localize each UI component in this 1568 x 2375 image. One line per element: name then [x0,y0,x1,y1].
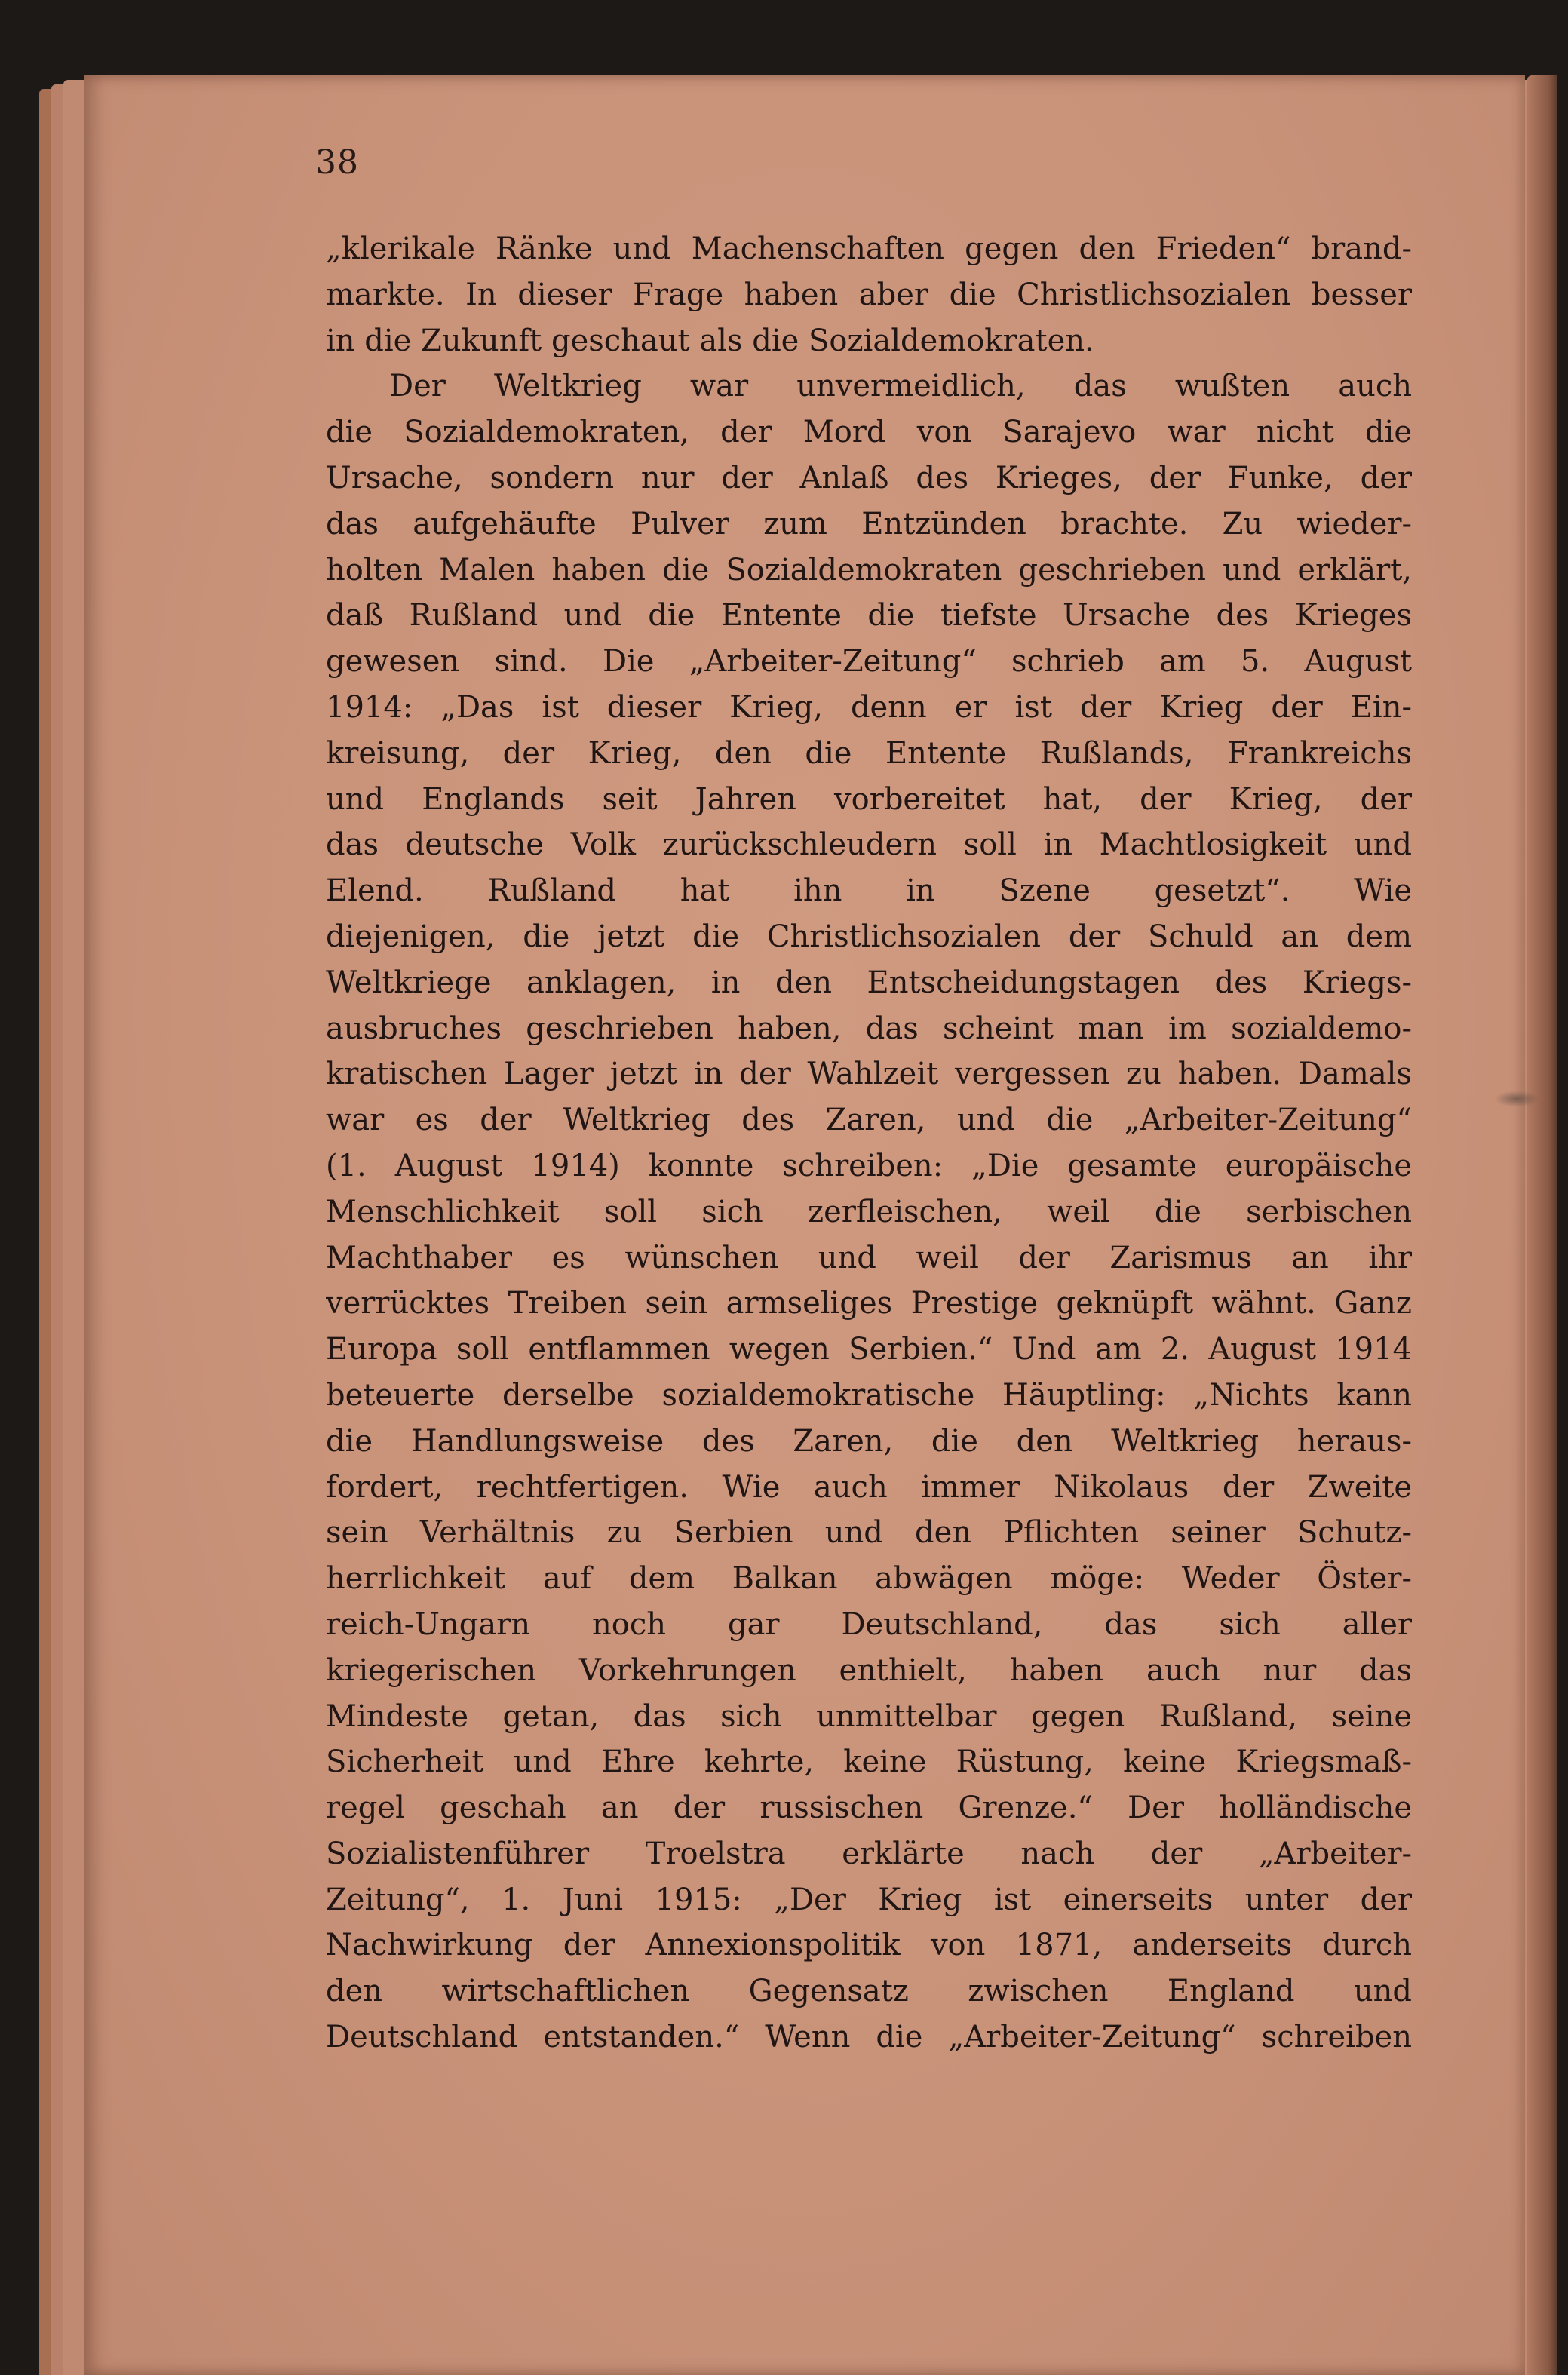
text-line: „klerikale Ränke und Machenschaften gegen den Frieden“ brand- [326,232,1412,266]
text-line: kreisung, der Krieg, den die Entente Rußlands, Frankreichs [326,735,1412,771]
text-line: Sozialistenführer Troelstra erklärte nach der „Arbeiter- [326,1836,1412,1871]
text-line: markte. In dieser Frage haben aber die Christlichsozialen besser [326,277,1412,312]
text-line: kriegerischen Vorkehrungen enthielt, haben auch nur das [326,1652,1412,1688]
text-line: 1914: „Das ist dieser Krieg, denn er ist der Krieg der Ein- [326,689,1412,725]
text-line: holten Malen haben die Sozialdemokraten geschrieben und erklärt, [326,552,1412,588]
text-line: Deutschland entstanden.“ Wenn die „Arbeiter-Zeitung“ schreiben [326,2020,1412,2055]
text-line: gewesen sind. Die „Arbeiter-Zeitung“ schrieb am 5. August [326,644,1412,680]
text-line: das aufgehäufte Pulver zum Entzünden brachte. Zu wieder- [326,506,1412,542]
page-number: 38 [315,143,359,182]
book-edge-right [1527,75,1557,2375]
text-line: Mindeste getan, das sich unmittelbar gegen Rußland, seine [326,1698,1412,1734]
text-line: Der Weltkrieg war unvermeidlich, das wußten auch [389,369,1412,404]
body-text [326,226,1412,2060]
text-line: ausbruches geschrieben haben, das scheint man im sozialdemo- [326,1011,1412,1046]
text-line: (1. August 1914) konnte schreiben: „Die gesamte europäische [326,1148,1412,1183]
text-line: und Englands seit Jahren vorbereitet hat, der Krieg, der [326,781,1412,817]
text-line: die Sozialdemokraten, der Mord von Sarajevo war nicht die [326,415,1412,450]
text-line: sein Verhältnis zu Serbien und den Pflichten seiner Schutz- [326,1515,1412,1551]
text-line: beteuerte derselbe sozialdemokratische Häuptling: „Nichts kann [326,1377,1412,1413]
text-line: Ursache, sondern nur der Anlaß des Krieges, der Funke, der [326,460,1412,496]
text-line: den wirtschaftlichen Gegensatz zwischen England und [326,1974,1412,2009]
page-smudge [1494,1091,1539,1107]
text-line: das deutsche Volk zurückschleudern soll in Machtlosigkeit und [326,827,1412,863]
text-line: verrücktes Treiben sein armseliges Prestige geknüpft wähnt. Ganz [326,1286,1412,1321]
text-line: fordert, rechtfertigen. Wie auch immer Nikolaus der Zweite [326,1469,1412,1505]
text-line: herrlichkeit auf dem Balkan abwägen möge: Weder Öster- [326,1561,1412,1597]
text-line: diejenigen, die jetzt die Christlichsozialen der Schuld an dem [326,919,1412,954]
text-line: Menschlichkeit soll sich zerfleischen, weil die serbischen [326,1194,1412,1229]
text-line: Europa soll entflammen wegen Serbien.“ Und am 2. August 1914 [326,1332,1412,1367]
text-line: Sicherheit und Ehre kehrte, keine Rüstung, keine Kriegsmaß- [326,1744,1412,1780]
text-line: regel geschah an der russischen Grenze.“ Der holländische [326,1790,1412,1826]
text-line: kratischen Lager jetzt in der Wahlzeit vergessen zu haben. Damals [326,1057,1412,1092]
text-line: Zeitung“, 1. Juni 1915: „Der Krieg ist einerseits unter der [326,1882,1412,1917]
text-line: die Handlungsweise des Zaren, die den Weltkrieg heraus- [326,1423,1412,1459]
text-line: war es der Weltkrieg des Zaren, und die „Arbeiter-Zeitung“ [326,1103,1412,1138]
text-line: in die Zukunft geschaut als die Sozialdemokraten. [326,323,1094,358]
text-line: Nachwirkung der Annexionspolitik von 1871, anderseits durch [326,1928,1412,1963]
text-line: daß Rußland und die Entente die tiefste Ursache des Krieges [326,598,1412,634]
text-line: Machthaber es wünschen und weil der Zarismus an ihr [326,1240,1412,1275]
text-line: Elend. Rußland hat ihn in Szene gesetzt“. Wie [326,873,1412,909]
text-line: reich-Ungarn noch gar Deutschland, das sich aller [326,1606,1412,1642]
text-line: Weltkriege anklagen, in den Entscheidungstagen des Kriegs- [326,965,1412,1000]
